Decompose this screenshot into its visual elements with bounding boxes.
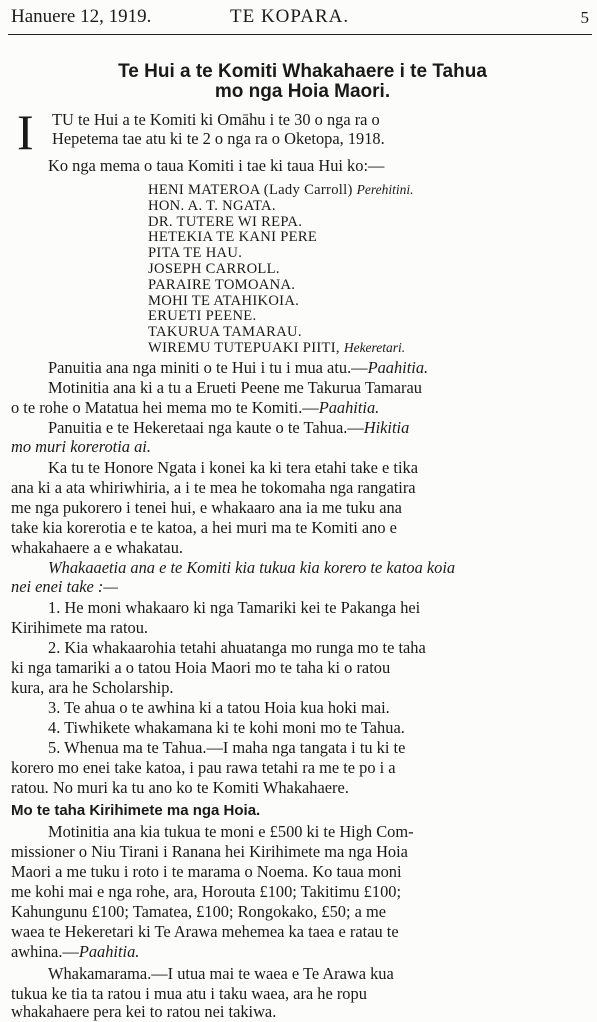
member-name: HON. A. T. NGATA. (148, 197, 276, 214)
paragraph-line: waea te Hekeretari ki Te Arawa mehemea ka taea e ratau te (11, 922, 399, 941)
agenda-item-line: 5. Whenua ma te Tahua.—I maha nga tangata i tu ki te (48, 738, 406, 757)
intro-line: TU te Hui a te Komiti ki Omāhu i te 30 o nga ra o (52, 110, 380, 129)
agenda-item-line: 3. Te ahua o te awhina ki a tatou Hoia kua hoki mai. (48, 698, 390, 717)
page-header (0, 6, 597, 34)
title-line-2: mo nga Hoia Maori. (214, 81, 391, 102)
paragraph-line: Maori a me tuku i roto i te marama o Noema. Ko taua moni (11, 862, 402, 881)
paragraph-line: whakahaere pera kei to ratou nei takiwa. (11, 1002, 277, 1021)
article-title (20, 62, 585, 102)
paragraph-line: o te rohe o Matatua hei mema mo te Komiti.—Paahitia. (11, 398, 380, 417)
paragraph-line: nei enei take :— (11, 577, 118, 596)
paragraph-line: Panuitia ana nga miniti o te Hui i tu i mua atu.—Paahitia. (48, 358, 429, 377)
agenda-item-line: korero mo enei take katoa, i pau rawa tetahi ra me te po i a (11, 758, 396, 777)
intro-line: Ko nga mema o taua Komiti i tae ki taua Hui ko:— (48, 156, 385, 175)
paragraph-line: Whakamarama.—I utua mai te waea e Te Arawa kua (48, 964, 394, 983)
agenda-item-line: kura, ara he Scholarship. (11, 678, 174, 697)
header-rule (8, 34, 592, 35)
member-name: JOSEPH CARROLL. (148, 261, 280, 277)
member-name: HETEKIA TE KANI PERE (148, 229, 318, 246)
paragraph-line: Whakaaetia ana e te Komiti kia tukua kia korero te katoa koia (48, 558, 456, 577)
paragraph-line: ana ki a ata whiriwhiria, a i te mea he tokomaha nga rangatira (11, 478, 416, 497)
paragraph-line: whakahaere a e whakatau. (11, 538, 183, 557)
publication-name: TE KOPARA. (230, 6, 350, 27)
paragraph-line: me nga pukorero i tenei hui, e whakaaro ana ia me tuku ana (11, 498, 402, 517)
paragraph-line: Motinitia ana kia tukua te moni e £500 ki te High Com- (48, 822, 414, 841)
member-name: WIREMU TUTEPUAKI PIITI, (148, 340, 340, 356)
member-role: Hekeretari. (343, 340, 406, 355)
agenda-item-line: Kirihimete ma ratou. (11, 618, 148, 637)
agenda-item-line: ki nga tamariki a o tatou Hoia Maori mo te taha ki o ratou (11, 658, 391, 677)
issue-date: Hanuere 12, 1919. (11, 6, 152, 27)
paragraph-line: Kahungunu £100; Tamatea, £100; Rongokako, £50; a me (11, 902, 387, 921)
paragraph-line: tukua ke tia ta ratou i mua atu i taku waea, ara he ropu (11, 984, 367, 1003)
section-subhead: Mo te taha Kirihimete ma nga Hoia. (11, 802, 261, 819)
agenda-item-line: ratou. No muri ka tu ano ko te Komiti Whakahaere. (11, 778, 349, 797)
member-name: ERUETI PEENE. (148, 308, 257, 325)
paragraph-line: mo muri korerotia ai. (11, 437, 151, 456)
member-name: TAKURUA TAMARAU. (148, 324, 302, 341)
paragraph-line: awhina.—Paahitia. (11, 942, 140, 961)
paragraph-line: missioner o Niu Tirani i Ranana hei Kirihimete ma nga Hoia (11, 842, 408, 861)
agenda-item-line: 1. He moni whakaaro ki nga Tamariki kei te Pakanga hei (48, 598, 421, 617)
drop-cap: I (17, 104, 34, 160)
intro-line: Hepetema tae atu ki te 2 o nga ra o Oketopa, 1918. (52, 129, 385, 148)
member-name: DR. TUTERE WI REPA. (148, 213, 303, 230)
agenda-item-line: 4. Tiwhikete whakamana ki te kohi moni mo te Tahua. (48, 718, 405, 737)
paragraph-line: take kia korerotia e te katoa, a hei muri ma te Komiti ano e (11, 518, 397, 537)
member-name: PITA TE HAU. (148, 245, 243, 262)
title-line-1: Te Hui a te Komiti Whakahaere i te Tahua (118, 61, 487, 82)
member-name: MOHI TE ATAHIKOIA. (148, 292, 300, 309)
member-entry (148, 339, 405, 357)
paragraph-line: Ka tu te Honore Ngata i konei ka ki tera etahi take e tika (48, 458, 419, 477)
member-name: HENI MATEROA (Lady Carroll) (148, 182, 353, 198)
paragraph-line: Panuitia e te Hekeretaai nga kaute o te Tahua.—Hikitia (48, 418, 410, 437)
member-role: Perehitini. (356, 182, 414, 197)
member-name: PARAIRE TOMOANA. (148, 276, 296, 293)
page-number: 5 (580, 8, 589, 27)
paragraph-line: Motinitia ana ki a tu a Erueti Peene me Takurua Tamarau (48, 378, 422, 397)
paragraph-line: me kohi mai e nga rohe, ara, Horouta £100; Takitimu £100; (11, 882, 402, 901)
agenda-item-line: 2. Kia whakaarohia tetahi ahuatanga mo runga mo te taha (48, 638, 426, 657)
